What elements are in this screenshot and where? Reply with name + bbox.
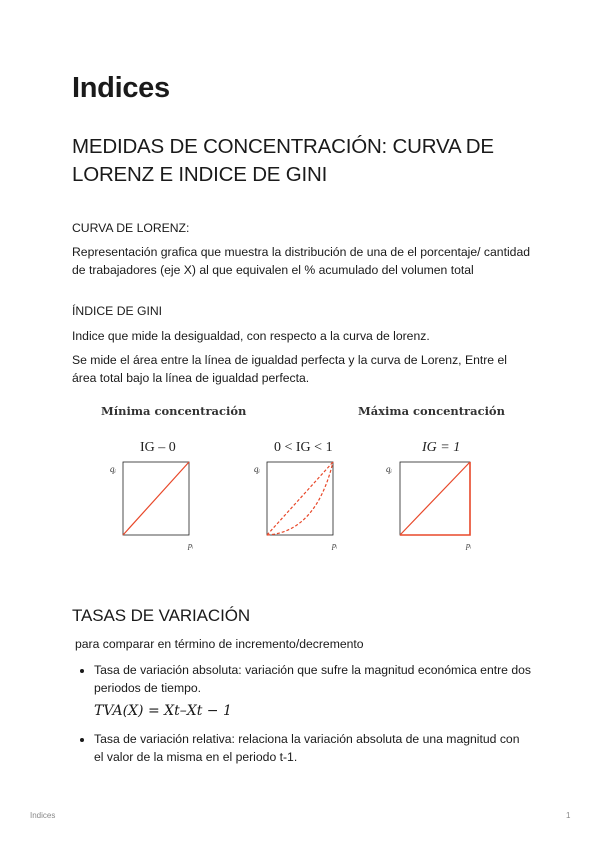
tasas-list-1 — [72, 662, 532, 697]
tasas-list-2 — [72, 731, 532, 766]
bullet-icon — [80, 669, 84, 673]
lorenz-plots — [96, 404, 516, 560]
ig-label-mid: 0 < IG < 1 — [274, 440, 333, 455]
ig-label-min: IG – 0 — [140, 440, 176, 455]
lorenz-label: CURVA DE LORENZ: — [72, 221, 190, 235]
lorenz-curves-figure — [96, 404, 516, 560]
page-number: 1 — [566, 811, 571, 820]
x-axis-label-1: pᵢ — [188, 541, 194, 550]
x-axis-label-3: pᵢ — [466, 541, 472, 550]
list-item — [72, 662, 532, 697]
bullet-text-absoluta: Tasa de variación absoluta: variación que sufre la magnitud económica entre dos periodos de tiempo. — [94, 663, 531, 695]
ig-label-max: IG = 1 — [422, 440, 461, 455]
section-heading-concentracion: MEDIDAS DE CONCENTRACIÓN: CURVA DE LORENZ E INDICE DE GINI — [72, 135, 494, 186]
gini-description-1: Indice que mide la desigualdad, con respecto a la curva de lorenz. — [72, 329, 430, 343]
figure-title-min: Mínima concentración — [101, 404, 247, 418]
y-axis-label-1: qᵢ — [110, 464, 116, 474]
gini-label: ÍNDICE DE GINI — [72, 304, 163, 318]
y-axis-label-2: qᵢ — [254, 464, 260, 474]
equality-line-1 — [123, 462, 189, 535]
equality-line-3 — [400, 462, 470, 535]
bullet-icon — [80, 738, 84, 742]
lorenz-description: Representación grafica que muestra la distribución de una de el porcentaje/ cantidad de trabajadores (eje X) al que equivalen el % acumulado del volumen total — [72, 245, 530, 277]
equality-line-2 — [267, 462, 333, 535]
bullet-text-relativa: Tasa de variación relativa: relaciona la variación absoluta de una magnitud con el valor de la misma en el periodo t-1. — [94, 732, 520, 764]
x-axis-label-2: pᵢ — [332, 541, 338, 550]
plot-frame-2 — [267, 462, 333, 535]
formula-tva: TVA(X) = Xt–Xt − 1 — [94, 703, 232, 719]
lorenz-curve-2 — [267, 462, 333, 535]
figure-title-max: Máxima concentración — [358, 404, 505, 418]
footer-title: Indices — [30, 811, 56, 820]
list-item — [72, 731, 532, 766]
section-heading-tasas: TASAS DE VARIACIÓN — [72, 606, 250, 625]
tasas-intro: para comparar en término de incremento/decremento — [75, 637, 364, 651]
gini-description-2: Se mide el área entre la línea de igualdad perfecta y la curva de Lorenz, Entre el área total bajo la línea de igualdad perfecta. — [72, 353, 507, 385]
y-axis-label-3: qᵢ — [386, 464, 392, 474]
page-title: Indices — [72, 72, 170, 104]
